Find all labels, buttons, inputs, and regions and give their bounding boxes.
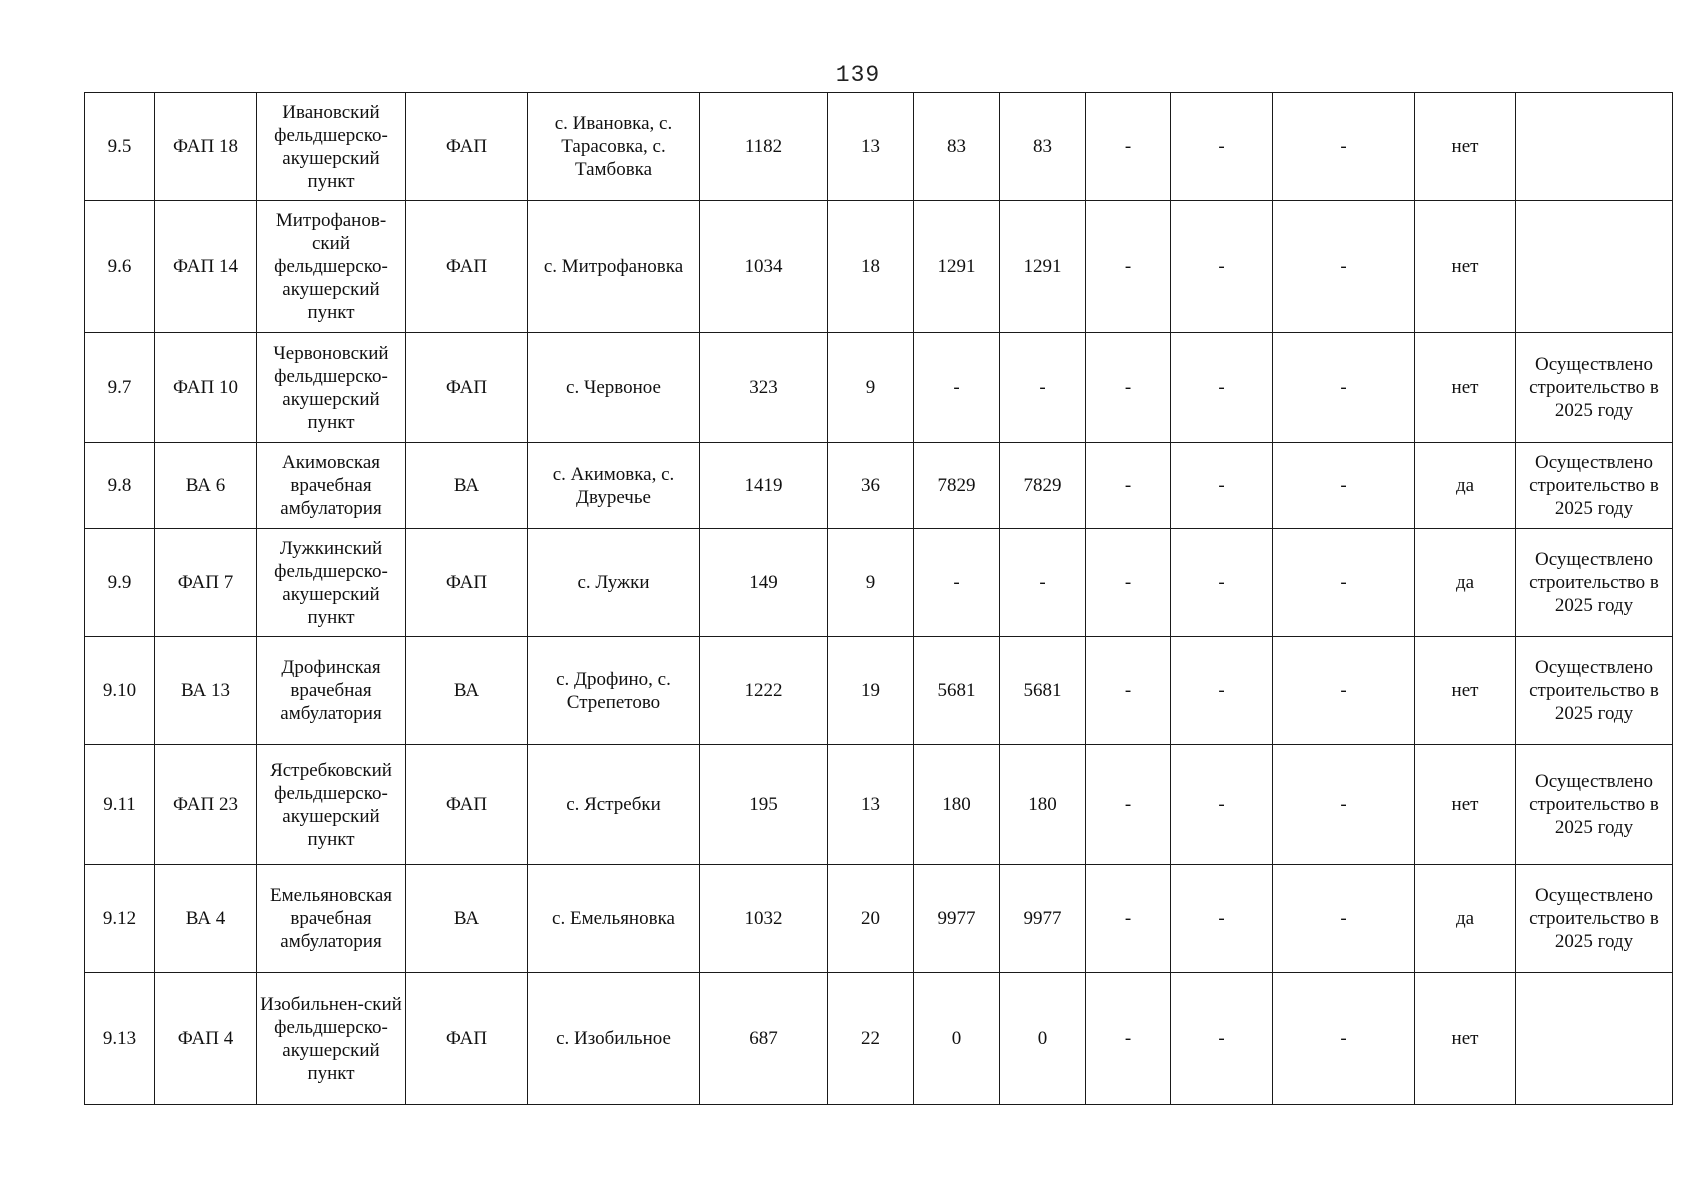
- value-col-10-cell: -: [1086, 637, 1171, 745]
- value-col-9-cell: 83: [1000, 93, 1086, 201]
- value-col-6-cell: 687: [700, 973, 828, 1105]
- value-col-12-cell: -: [1273, 333, 1415, 443]
- value-col-8-cell: 9977: [914, 865, 1000, 973]
- value-col-10-cell: -: [1086, 93, 1171, 201]
- settlements-cell: с. Емельяновка: [528, 865, 700, 973]
- value-col-8-cell: 83: [914, 93, 1000, 201]
- page-number: 139: [835, 62, 881, 88]
- row-number-cell: 9.10: [85, 637, 155, 745]
- value-col-10-cell: -: [1086, 529, 1171, 637]
- note-cell: [1516, 973, 1673, 1105]
- note-cell: [1516, 93, 1673, 201]
- facility-code-cell: ФАП 18: [155, 93, 257, 201]
- value-col-12-cell: -: [1273, 637, 1415, 745]
- facility-name-cell: Дрофинская врачебная амбулатория: [257, 637, 406, 745]
- value-col-8-cell: 5681: [914, 637, 1000, 745]
- settlements-cell: с. Изобильное: [528, 973, 700, 1105]
- row-number-cell: 9.7: [85, 333, 155, 443]
- row-number-cell: 9.6: [85, 201, 155, 333]
- status-col-13-cell: нет: [1415, 973, 1516, 1105]
- value-col-12-cell: -: [1273, 745, 1415, 865]
- row-number-cell: 9.12: [85, 865, 155, 973]
- table-row: [85, 865, 1673, 973]
- table-row: [85, 973, 1673, 1105]
- facility-type-cell: ФАП: [406, 201, 528, 333]
- note-cell: Осуществлено строительство в 2025 году: [1516, 745, 1673, 865]
- note-cell: Осуществлено строительство в 2025 году: [1516, 865, 1673, 973]
- settlements-cell: с. Ястребки: [528, 745, 700, 865]
- value-col-11-cell: -: [1171, 443, 1273, 529]
- facility-name-cell: Изобильнен-ский фельдшерско-акушерский пункт: [257, 973, 406, 1105]
- status-col-13-cell: нет: [1415, 93, 1516, 201]
- facility-name-cell: Ястребковский фельдшерско-акушерский пункт: [257, 745, 406, 865]
- status-col-13-cell: да: [1415, 529, 1516, 637]
- value-col-10-cell: -: [1086, 973, 1171, 1105]
- value-col-9-cell: 180: [1000, 745, 1086, 865]
- facility-type-cell: ФАП: [406, 333, 528, 443]
- table-body: [85, 93, 1673, 1105]
- status-col-13-cell: да: [1415, 865, 1516, 973]
- status-col-13-cell: нет: [1415, 745, 1516, 865]
- note-cell: Осуществлено строительство в 2025 году: [1516, 443, 1673, 529]
- value-col-9-cell: 7829: [1000, 443, 1086, 529]
- settlements-cell: с. Дрофино, с. Стрепетово: [528, 637, 700, 745]
- status-col-13-cell: да: [1415, 443, 1516, 529]
- value-col-6-cell: 149: [700, 529, 828, 637]
- facilities-table: [84, 92, 1673, 1105]
- value-col-6-cell: 1034: [700, 201, 828, 333]
- value-col-11-cell: -: [1171, 865, 1273, 973]
- facility-type-cell: ВА: [406, 865, 528, 973]
- value-col-7-cell: 9: [828, 529, 914, 637]
- facility-type-cell: ВА: [406, 443, 528, 529]
- value-col-6-cell: 323: [700, 333, 828, 443]
- table-row: [85, 637, 1673, 745]
- value-col-9-cell: 1291: [1000, 201, 1086, 333]
- row-number-cell: 9.9: [85, 529, 155, 637]
- facility-name-cell: Лужкинский фельдшерско-акушерский пункт: [257, 529, 406, 637]
- facility-code-cell: ФАП 10: [155, 333, 257, 443]
- note-cell: Осуществлено строительство в 2025 году: [1516, 637, 1673, 745]
- value-col-12-cell: -: [1273, 93, 1415, 201]
- settlements-cell: с. Лужки: [528, 529, 700, 637]
- row-number-cell: 9.8: [85, 443, 155, 529]
- value-col-6-cell: 1419: [700, 443, 828, 529]
- row-number-cell: 9.11: [85, 745, 155, 865]
- value-col-12-cell: -: [1273, 529, 1415, 637]
- value-col-7-cell: 18: [828, 201, 914, 333]
- value-col-12-cell: -: [1273, 865, 1415, 973]
- settlements-cell: с. Ивановка, с. Тарасовка, с. Тамбовка: [528, 93, 700, 201]
- facility-code-cell: ВА 13: [155, 637, 257, 745]
- value-col-6-cell: 1222: [700, 637, 828, 745]
- value-col-10-cell: -: [1086, 745, 1171, 865]
- value-col-8-cell: -: [914, 333, 1000, 443]
- value-col-10-cell: -: [1086, 333, 1171, 443]
- table-row: [85, 529, 1673, 637]
- table-row: [85, 93, 1673, 201]
- value-col-10-cell: -: [1086, 443, 1171, 529]
- facility-code-cell: ФАП 23: [155, 745, 257, 865]
- row-number-cell: 9.13: [85, 973, 155, 1105]
- facility-type-cell: ВА: [406, 637, 528, 745]
- table-row: [85, 201, 1673, 333]
- facility-type-cell: ФАП: [406, 745, 528, 865]
- table-row: [85, 333, 1673, 443]
- value-col-11-cell: -: [1171, 201, 1273, 333]
- facility-type-cell: ФАП: [406, 529, 528, 637]
- table-row: [85, 745, 1673, 865]
- facility-code-cell: ВА 4: [155, 865, 257, 973]
- value-col-8-cell: 0: [914, 973, 1000, 1105]
- value-col-11-cell: -: [1171, 529, 1273, 637]
- value-col-8-cell: 7829: [914, 443, 1000, 529]
- value-col-7-cell: 13: [828, 93, 914, 201]
- value-col-7-cell: 36: [828, 443, 914, 529]
- note-cell: Осуществлено строительство в 2025 году: [1516, 333, 1673, 443]
- facility-name-cell: Емельяновская врачебная амбулатория: [257, 865, 406, 973]
- status-col-13-cell: нет: [1415, 333, 1516, 443]
- facility-name-cell: Ивановский фельдшерско-акушерский пункт: [257, 93, 406, 201]
- settlements-cell: с. Акимовка, с. Двуречье: [528, 443, 700, 529]
- value-col-7-cell: 13: [828, 745, 914, 865]
- value-col-7-cell: 20: [828, 865, 914, 973]
- value-col-10-cell: -: [1086, 865, 1171, 973]
- value-col-9-cell: 9977: [1000, 865, 1086, 973]
- value-col-9-cell: -: [1000, 529, 1086, 637]
- value-col-9-cell: 5681: [1000, 637, 1086, 745]
- status-col-13-cell: нет: [1415, 201, 1516, 333]
- table-row: [85, 443, 1673, 529]
- value-col-12-cell: -: [1273, 201, 1415, 333]
- facility-code-cell: ВА 6: [155, 443, 257, 529]
- facility-type-cell: ФАП: [406, 93, 528, 201]
- value-col-7-cell: 22: [828, 973, 914, 1105]
- facility-type-cell: ФАП: [406, 973, 528, 1105]
- settlements-cell: с. Червоное: [528, 333, 700, 443]
- value-col-9-cell: -: [1000, 333, 1086, 443]
- value-col-7-cell: 19: [828, 637, 914, 745]
- facility-code-cell: ФАП 14: [155, 201, 257, 333]
- value-col-10-cell: -: [1086, 201, 1171, 333]
- facility-code-cell: ФАП 7: [155, 529, 257, 637]
- value-col-6-cell: 195: [700, 745, 828, 865]
- value-col-8-cell: -: [914, 529, 1000, 637]
- row-number-cell: 9.5: [85, 93, 155, 201]
- value-col-8-cell: 1291: [914, 201, 1000, 333]
- value-col-11-cell: -: [1171, 93, 1273, 201]
- value-col-11-cell: -: [1171, 333, 1273, 443]
- facility-name-cell: Акимовская врачебная амбулатория: [257, 443, 406, 529]
- value-col-11-cell: -: [1171, 637, 1273, 745]
- status-col-13-cell: нет: [1415, 637, 1516, 745]
- value-col-6-cell: 1032: [700, 865, 828, 973]
- value-col-11-cell: -: [1171, 973, 1273, 1105]
- value-col-8-cell: 180: [914, 745, 1000, 865]
- note-cell: Осуществлено строительство в 2025 году: [1516, 529, 1673, 637]
- value-col-9-cell: 0: [1000, 973, 1086, 1105]
- facility-code-cell: ФАП 4: [155, 973, 257, 1105]
- facility-name-cell: Митрофанов-ский фельдшерско-акушерский пункт: [257, 201, 406, 333]
- note-cell: [1516, 201, 1673, 333]
- value-col-7-cell: 9: [828, 333, 914, 443]
- value-col-12-cell: -: [1273, 973, 1415, 1105]
- value-col-12-cell: -: [1273, 443, 1415, 529]
- value-col-6-cell: 1182: [700, 93, 828, 201]
- value-col-11-cell: -: [1171, 745, 1273, 865]
- facility-name-cell: Червоновский фельдшерско-акушерский пункт: [257, 333, 406, 443]
- settlements-cell: с. Митрофановка: [528, 201, 700, 333]
